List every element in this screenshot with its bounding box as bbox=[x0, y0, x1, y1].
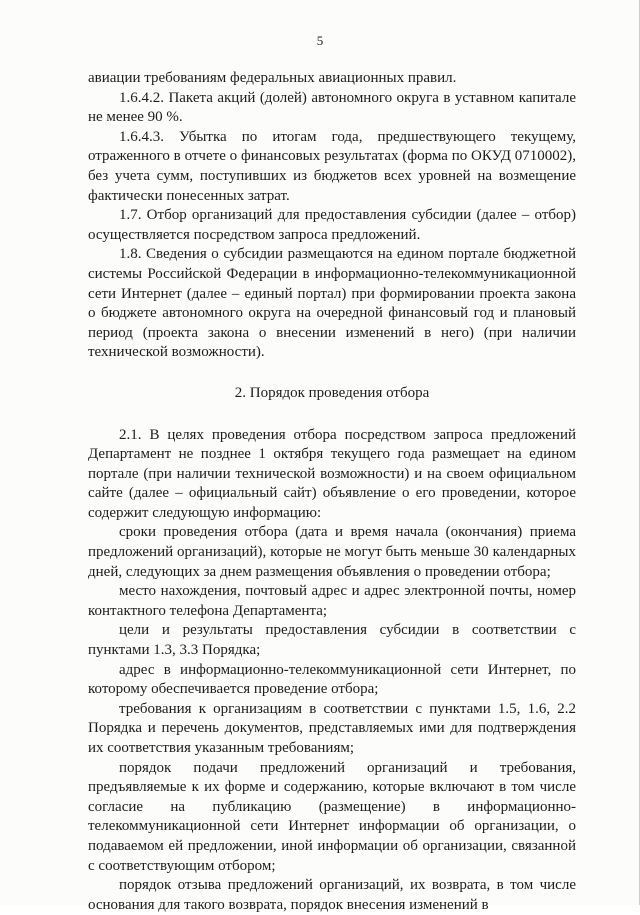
paragraph: 1.8. Сведения о субсидии размещаются на едином портале бюджетной системы Российской Федерации в информационно-телекоммуникационной сети Интернет (далее – единый портал) при формировании проекта закона о бюджете автономного округа на очередной финансовый год и плановый период (проекта закона о внесении изменений в него) (при наличии технической возможности). bbox=[88, 246, 576, 361]
paragraph: место нахождения, почтовый адрес и адрес электронной почты, номер контактного телефона Департамента; bbox=[88, 583, 576, 619]
paragraph: сроки проведения отбора (дата и время начала (окончания) приема предложений организаций), которые не могут быть меньше 30 календарных дней, следующих за днем размещения объявления о проведении отбора; bbox=[88, 524, 576, 580]
paragraph: порядок отзыва предложений организаций, их возврата, в том числе основания для такого возврата, порядок внесения изменений в bbox=[88, 877, 576, 913]
paragraph: требования к организациям в соответствии с пунктами 1.5, 1.6, 2.2 Порядка и перечень документов, представляемых ими для подтверждения их соответствия указанным требованиям; bbox=[88, 700, 576, 756]
paragraph: 1.6.4.2. Пакета акций (долей) автономного округа в уставном капитале не менее 90 %. bbox=[88, 89, 576, 126]
document-body bbox=[88, 69, 576, 915]
paragraph: адрес в информационно-телекоммуникационной сети Интернет, по которому обеспечивается проведение отбора; bbox=[88, 661, 576, 698]
paragraph: порядок подачи предложений организаций и требования, предъявляемые к их форме и содержанию, которые включают в том числе согласие на публикацию (размещение) в информационно-телекоммуникационной сети Интернет информации об организации, о подаваемом ей предложении, иной информации об организации, связанной с соответствующим отбором; bbox=[88, 759, 576, 874]
paragraph: 1.6.4.3. Убытка по итогам года, предшествующего текущему, отраженного в отчете о финансовых результатах (форма по ОКУД 0710002), без учета сумм, поступивших из бюджетов всех уровней на возмещение фактически понесенных затрат. bbox=[88, 128, 576, 204]
paragraph: 2.1. В целях проведения отбора посредством запроса предложений Департамент не позднее 1 октября текущего года размещает на едином портале (при наличии технической возможности) и на своем официальном сайте (далее – официальный сайт) объявление о его проведении, которое содержит следующую информацию: bbox=[88, 426, 576, 521]
paragraph: 1.7. Отбор организаций для предоставления субсидии (далее – отбор) осуществляется посредством запроса предложений. bbox=[88, 207, 576, 243]
paragraph: цели и результаты предоставления субсидии в соответствии с пунктами 1.3, 3.3 Порядка; bbox=[88, 622, 576, 659]
paragraph: авиации требованиям федеральных авиационных правил. bbox=[88, 70, 457, 86]
page-number: 5 bbox=[316, 33, 324, 48]
section-heading: 2. Порядок проведения отбора bbox=[234, 384, 430, 401]
